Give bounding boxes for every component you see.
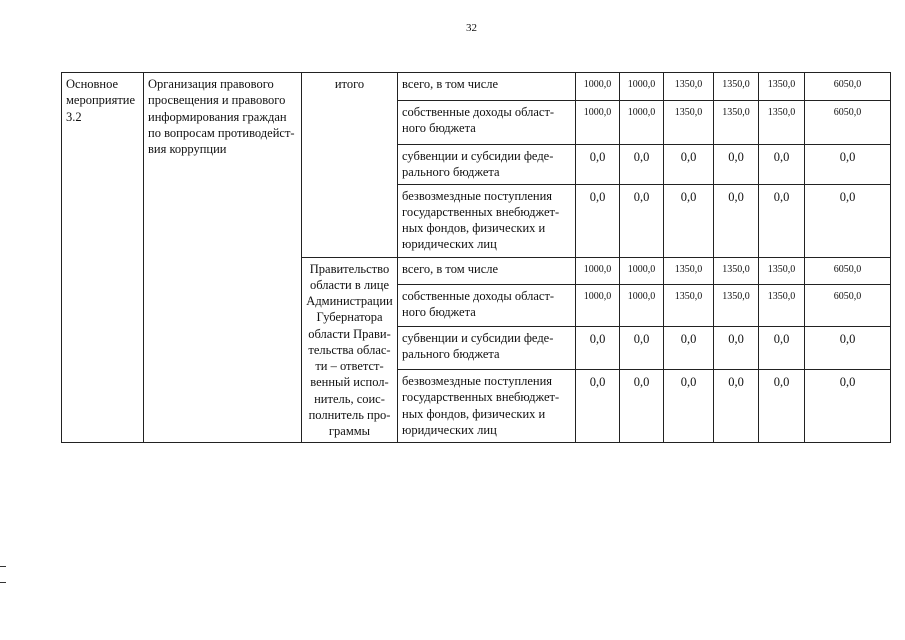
value-cell: 0,0 <box>714 145 759 185</box>
scan-edge-mark <box>0 582 6 583</box>
value-cell: 0,0 <box>714 184 759 257</box>
total-cell: 6050,0 <box>805 284 891 326</box>
value-cell: 1350,0 <box>664 257 714 284</box>
value-cell: 0,0 <box>759 370 805 443</box>
value-cell: 0,0 <box>576 184 620 257</box>
value-cell: 1350,0 <box>759 73 805 101</box>
value-cell: 1350,0 <box>664 284 714 326</box>
value-cell: 0,0 <box>664 145 714 185</box>
funding-source: собственные доходы област-ного бюджета <box>398 101 576 145</box>
value-cell: 1350,0 <box>714 73 759 101</box>
budget-table <box>61 72 891 443</box>
total-cell: 6050,0 <box>805 101 891 145</box>
funding-source: собственные доходы област-ного бюджета <box>398 284 576 326</box>
value-cell: 0,0 <box>714 370 759 443</box>
value-cell: 1000,0 <box>576 257 620 284</box>
value-cell: 1350,0 <box>759 101 805 145</box>
value-cell: 1000,0 <box>620 73 664 101</box>
value-cell: 0,0 <box>759 184 805 257</box>
value-cell: 1350,0 <box>714 101 759 145</box>
value-cell: 0,0 <box>664 184 714 257</box>
value-cell: 0,0 <box>714 326 759 370</box>
value-cell: 0,0 <box>759 145 805 185</box>
value-cell: 0,0 <box>576 370 620 443</box>
value-cell: 0,0 <box>576 326 620 370</box>
value-cell: 0,0 <box>620 326 664 370</box>
funding-source: всего, в том числе <box>398 257 576 284</box>
value-cell: 1350,0 <box>714 284 759 326</box>
funding-source: безвозмездные поступления государственных внебюджет-ных фондов, физических и юридических лиц <box>398 370 576 443</box>
value-cell: 0,0 <box>620 184 664 257</box>
measure-title: Организация правового просвещения и правового информирования граждан по вопросам противодейст-вия коррупции <box>144 73 302 443</box>
total-cell: 0,0 <box>805 184 891 257</box>
scan-edge-mark <box>0 566 6 567</box>
total-cell: 6050,0 <box>805 257 891 284</box>
value-cell: 0,0 <box>759 326 805 370</box>
value-cell: 1350,0 <box>664 101 714 145</box>
value-cell: 1000,0 <box>576 101 620 145</box>
value-cell: 1350,0 <box>759 284 805 326</box>
value-cell: 0,0 <box>664 370 714 443</box>
value-cell: 1000,0 <box>620 257 664 284</box>
value-cell: 0,0 <box>576 145 620 185</box>
total-cell: 6050,0 <box>805 73 891 101</box>
funding-source: субвенции и субсидии феде-рального бюджета <box>398 145 576 185</box>
value-cell: 1350,0 <box>664 73 714 101</box>
total-cell: 0,0 <box>805 145 891 185</box>
value-cell: 1350,0 <box>714 257 759 284</box>
table-row <box>62 73 891 101</box>
group-name: Правительство области в лице Администрации Губернатора области Прави-тельства облас-ти – ответст-венный испол-нитель, соис-полнитель про-граммы <box>302 257 398 443</box>
measure-label: Основное мероприятие 3.2 <box>62 73 144 443</box>
value-cell: 0,0 <box>620 145 664 185</box>
value-cell: 1350,0 <box>759 257 805 284</box>
value-cell: 0,0 <box>664 326 714 370</box>
total-cell: 0,0 <box>805 370 891 443</box>
page-number: 32 <box>466 22 477 34</box>
value-cell: 1000,0 <box>576 73 620 101</box>
funding-source: субвенции и субсидии феде-рального бюджета <box>398 326 576 370</box>
funding-source: безвозмездные поступления государственных внебюджет-ных фондов, физических и юридических лиц <box>398 184 576 257</box>
funding-source: всего, в том числе <box>398 73 576 101</box>
value-cell: 0,0 <box>620 370 664 443</box>
group-name: итого <box>302 73 398 258</box>
value-cell: 1000,0 <box>576 284 620 326</box>
value-cell: 1000,0 <box>620 101 664 145</box>
total-cell: 0,0 <box>805 326 891 370</box>
value-cell: 1000,0 <box>620 284 664 326</box>
